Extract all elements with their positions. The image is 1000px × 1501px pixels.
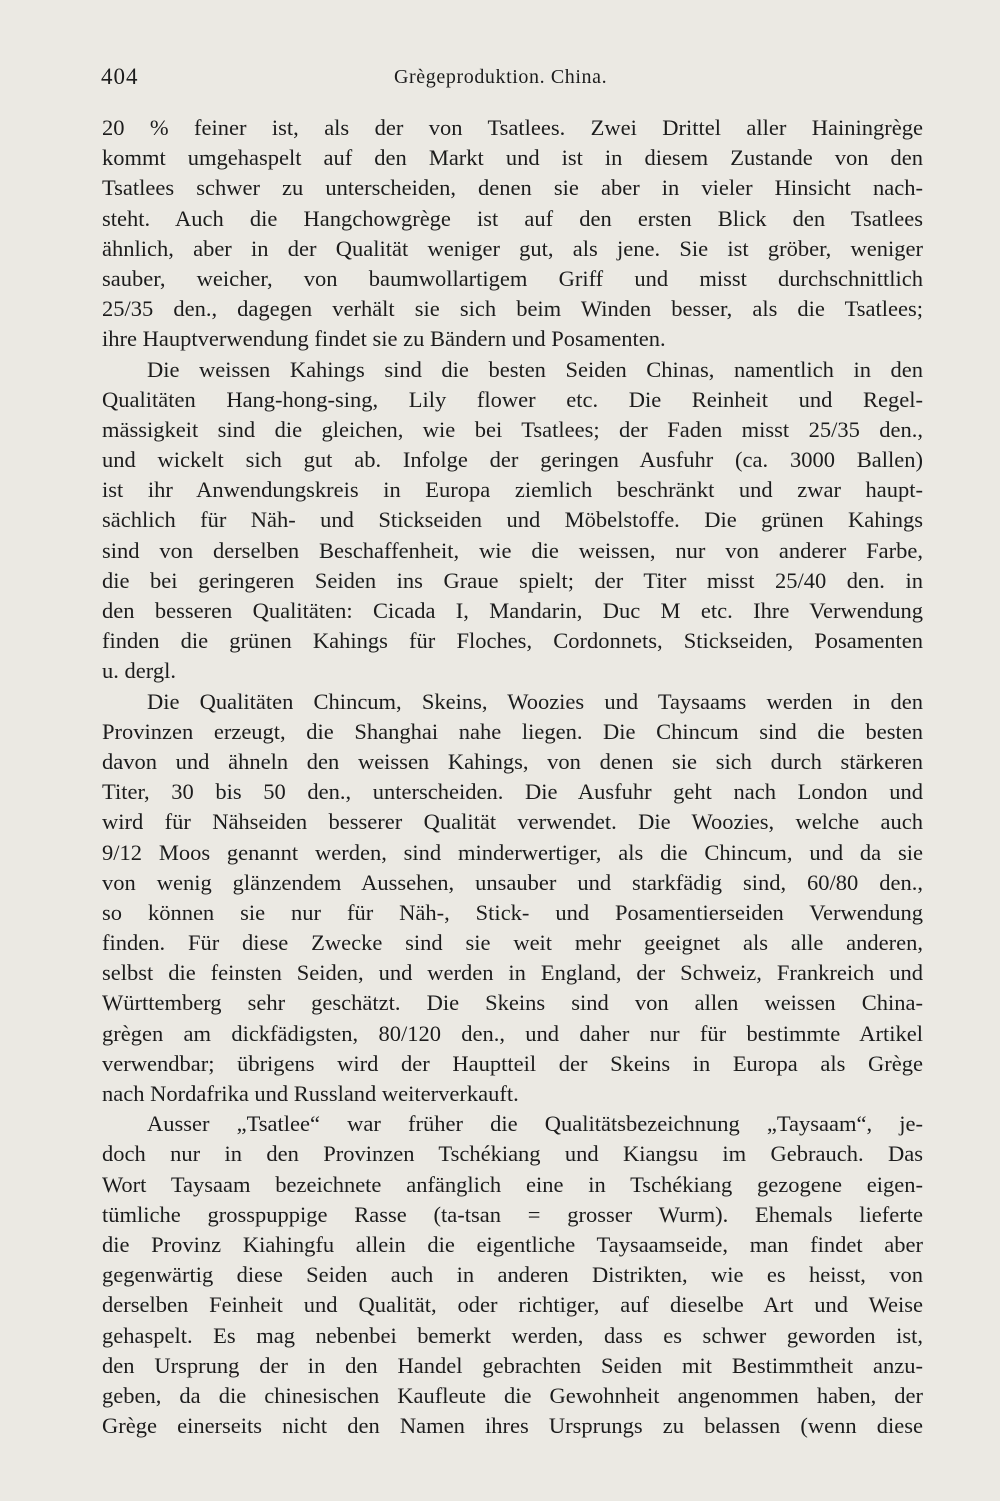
- text-line: von wenig glänzendem Aussehen, unsauber und starkfädig sind, 60/80 den.,: [102, 869, 923, 895]
- text-line: derselben Feinheit und Qualität, oder richtiger, auf dieselbe Art und Weise: [102, 1292, 923, 1318]
- text-line: gegenwärtig diese Seiden auch in anderen Distrikten, wie es heisst, von: [102, 1262, 923, 1288]
- text-line: ist ihr Anwendungskreis in Europa ziemlich beschränkt und zwar haupt-: [102, 477, 923, 503]
- text-line: den Ursprung der in den Handel gebrachten Seiden mit Bestimmtheit anzu-: [102, 1352, 923, 1378]
- text-line: sind von derselben Beschaffenheit, wie die weissen, nur von anderer Farbe,: [102, 537, 923, 563]
- text-line: u. dergl.: [102, 658, 176, 684]
- text-line: Titer, 30 bis 50 den., unterscheiden. Die Ausfuhr geht nach London und: [102, 779, 923, 805]
- text-line: davon und ähneln den weissen Kahings, von denen sie sich durch stärkeren: [102, 748, 923, 774]
- page-number: 404: [101, 64, 139, 89]
- text-line: ähnlich, aber in der Qualität weniger gut, als jene. Sie ist gröber, weniger: [102, 235, 923, 261]
- text-line: selbst die feinsten Seiden, und werden in England, der Schweiz, Frankreich und: [102, 960, 923, 986]
- text-line: 9/12 Moos genannt werden, sind minderwertiger, als die Chincum, und da sie: [102, 839, 923, 865]
- text-line: den besseren Qualitäten: Cicada I, Mandarin, Duc M etc. Ihre Verwendung: [102, 598, 923, 623]
- text-line: verwendbar; übrigens wird der Hauptteil der Skeins in Europa als Grège: [102, 1050, 923, 1076]
- page-header: [101, 64, 923, 94]
- text-line: Ausser „Tsatlee“ war früher die Qualitätsbezeichnung „Taysaam“, je-: [147, 1111, 923, 1137]
- text-line: gehaspelt. Es mag nebenbei bemerkt werden, dass es schwer geworden ist,: [102, 1322, 923, 1348]
- text-line: 20 % feiner ist, als der von Tsatlees. Zwei Drittel aller Hainingrège: [102, 115, 923, 140]
- text-line: ihre Hauptverwendung findet sie zu Bändern und Posamenten.: [102, 326, 666, 352]
- text-line: so können sie nur für Näh-, Stick- und Posamentierseiden Verwendung: [102, 899, 923, 925]
- text-line: sauber, weicher, von baumwollartigem Griff und misst durchschnittlich: [102, 265, 923, 291]
- text-line: Tsatlees schwer zu unterscheiden, denen sie aber in vieler Hinsicht nach-: [102, 175, 923, 201]
- text-line: mässigkeit sind die gleichen, wie bei Tsatlees; der Faden misst 25/35 den.,: [102, 416, 923, 442]
- text-line: Die weissen Kahings sind die besten Seiden Chinas, namentlich in den: [147, 356, 923, 382]
- text-line: Qualitäten Hang-hong-sing, Lily flower etc. Die Reinheit und Regel-: [102, 386, 923, 412]
- text-line: Wort Taysaam bezeichnete anfänglich eine in Tschékiang gezogene eigen-: [102, 1171, 923, 1197]
- text-line: wird für Nähseiden besserer Qualität verwendet. Die Woozies, welche auch: [102, 809, 923, 835]
- text-line: 25/35 den., dagegen verhält sie sich beim Winden besser, als die Tsatlees;: [102, 296, 923, 322]
- text-line: Die Qualitäten Chincum, Skeins, Woozies und Taysaams werden in den: [147, 688, 923, 714]
- text-line: doch nur in den Provinzen Tschékiang und Kiangsu im Gebrauch. Das: [102, 1141, 923, 1167]
- text-line: sächlich für Näh- und Stickseiden und Möbelstoffe. Die grünen Kahings: [102, 507, 923, 533]
- text-line: Grège einerseits nicht den Namen ihres Ursprungs zu belassen (wenn diese: [102, 1413, 923, 1439]
- text-line: steht. Auch die Hangchowgrège ist auf den ersten Blick den Tsatlees: [102, 205, 923, 231]
- text-line: Provinzen erzeugt, die Shanghai nahe liegen. Die Chincum sind die besten: [102, 718, 923, 744]
- text-line: finden die grünen Kahings für Floches, Cordonnets, Stickseiden, Posamenten: [102, 628, 923, 654]
- text-line: tümliche grosspuppige Rasse (ta-tsan = grosser Wurm). Ehemals lieferte: [102, 1201, 923, 1227]
- text-line: Württemberg sehr geschätzt. Die Skeins sind von allen weissen China-: [102, 990, 923, 1016]
- text-line: nach Nordafrika und Russland weiterverkauft.: [102, 1081, 519, 1106]
- body-text: [102, 113, 923, 1441]
- text-line: grègen am dickfädigsten, 80/120 den., und daher nur für bestimmte Artikel: [102, 1020, 923, 1046]
- text-line: und wickelt sich gut ab. Infolge der geringen Ausfuhr (ca. 3000 Ballen): [102, 447, 923, 473]
- running-title: Grègeproduktion. China.: [394, 66, 608, 88]
- text-line: geben, da die chinesischen Kaufleute die Gewohnheit angenommen haben, der: [102, 1382, 923, 1408]
- text-line: die Provinz Kiahingfu allein die eigentliche Taysaamseide, man findet aber: [102, 1231, 923, 1257]
- text-line: finden. Für diese Zwecke sind sie weit mehr geeignet als alle anderen,: [102, 930, 923, 956]
- text-line: die bei geringeren Seiden ins Graue spielt; der Titer misst 25/40 den. in: [102, 567, 923, 593]
- text-line: kommt umgehaspelt auf den Markt und ist in diesem Zustande von den: [102, 145, 923, 171]
